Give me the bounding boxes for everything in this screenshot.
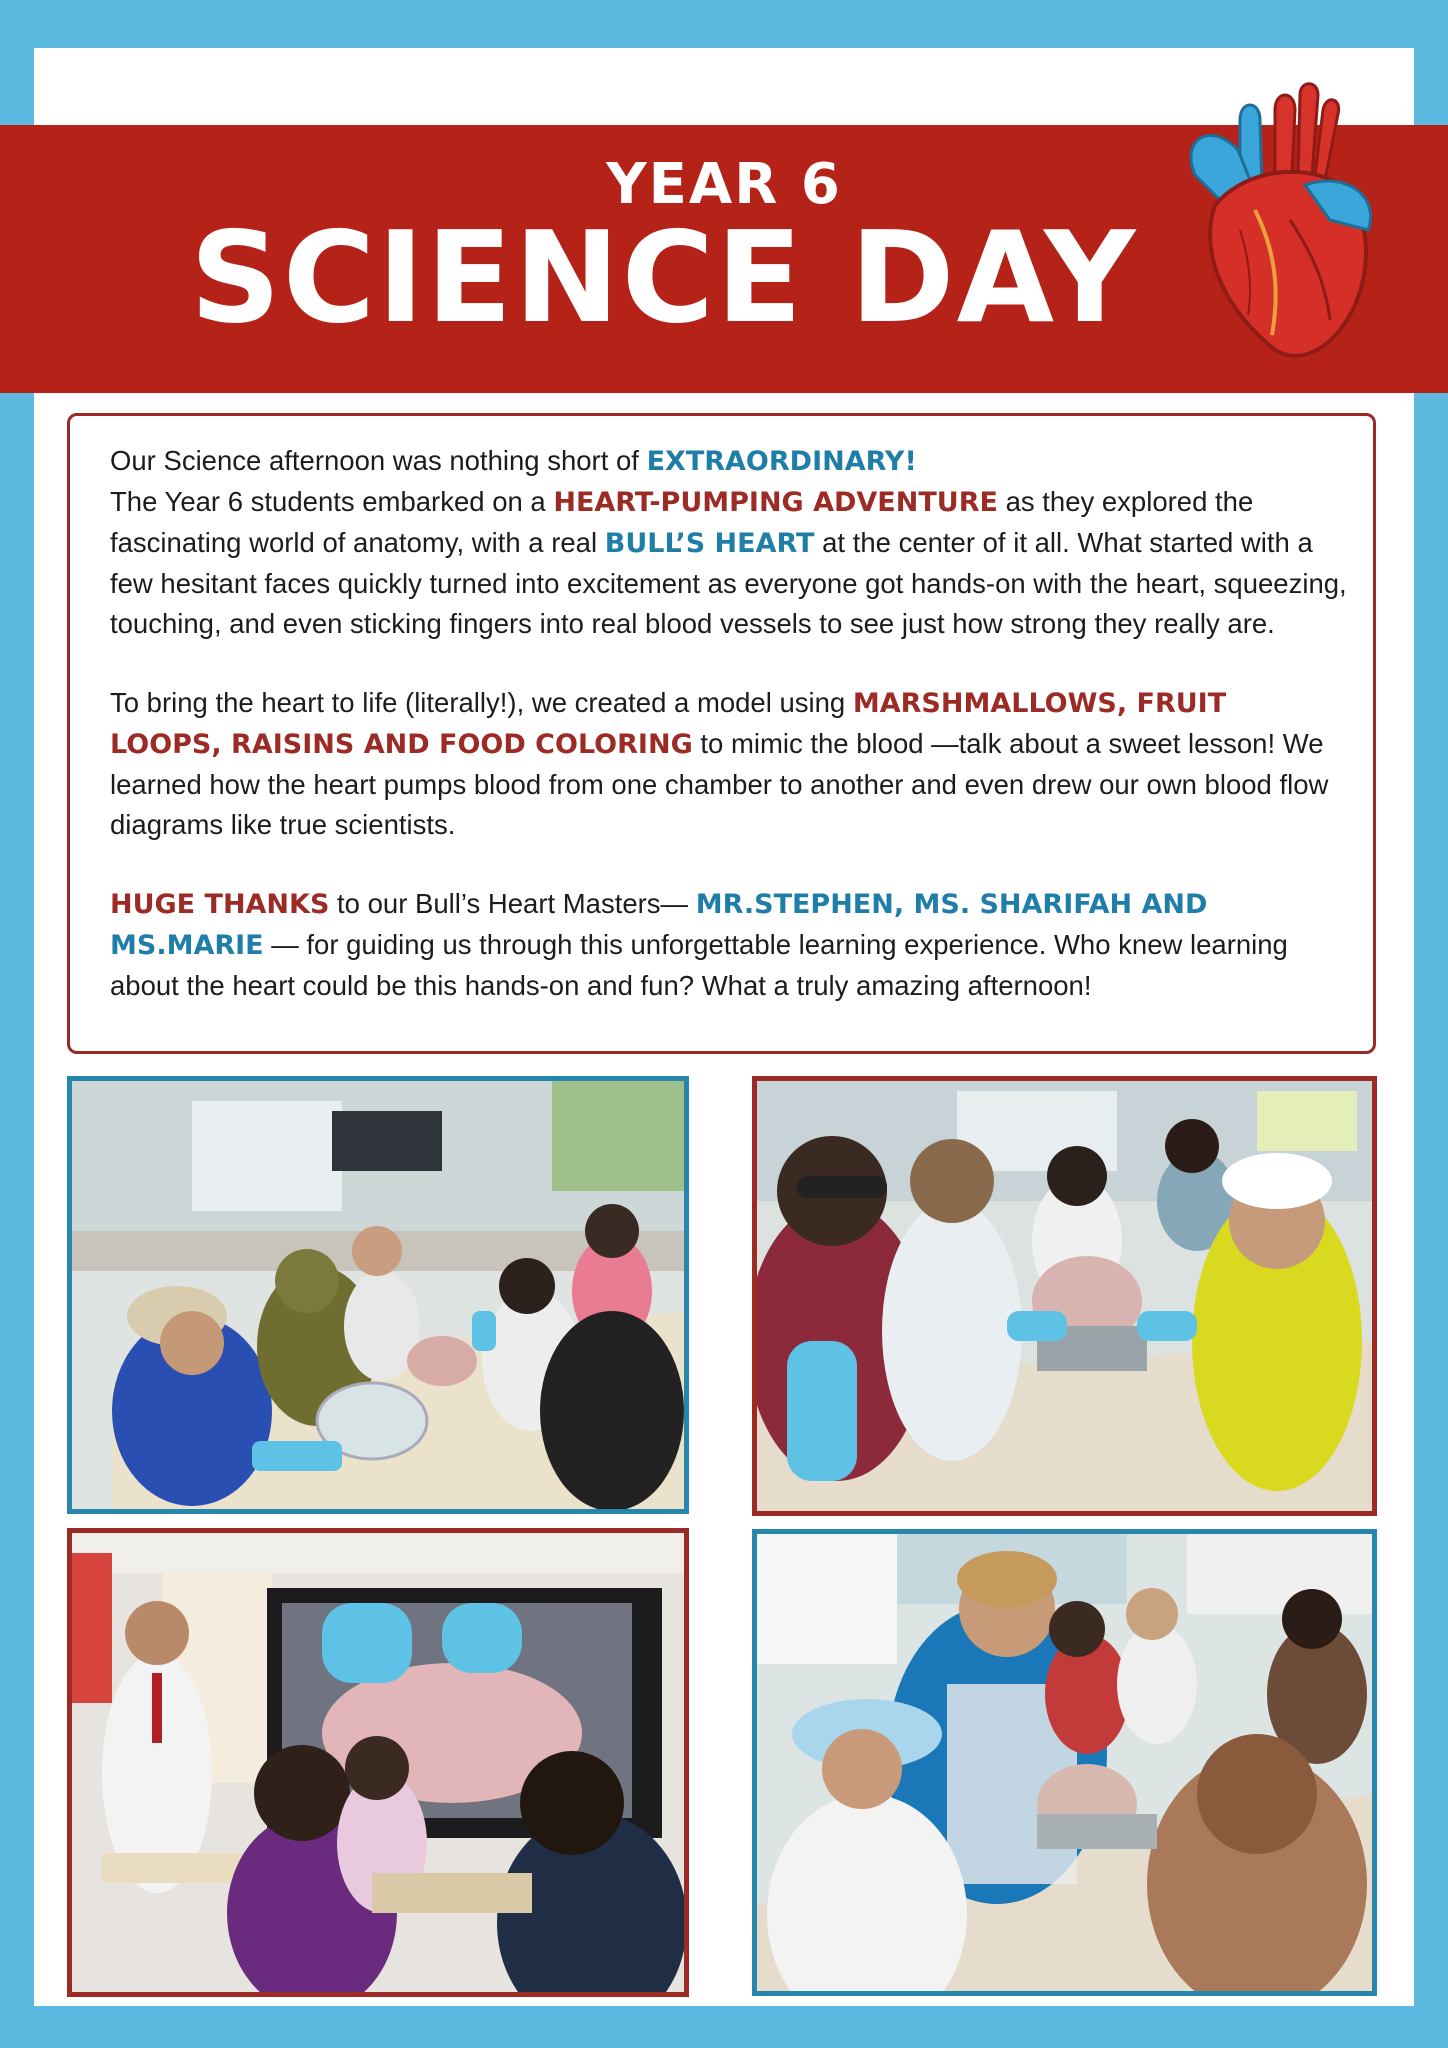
highlight-model-ingredients: MARSHMALLOWS, FRUIT LOOPS, RAISINS AND FOOD COLORING [110,688,1227,760]
highlight-extraordinary: EXTRAORDINARY! [646,446,917,477]
photo-students-dissection-1 [67,1076,689,1514]
highlight-teacher-names: MR.STEPHEN, MS. SHARIFAH AND MS.MARIE [110,889,1208,961]
article-paragraph-1: Our Science afternoon was nothing short of EXTRAORDINARY! The Year 6 students embarked on a HEART-PUMPING ADVENTURE as they explored the fascinating world of anatomy, with a real BULL’S HEART at the center of it all. What started with a few hesitant faces quickly turned into excitement as everyone got hands-on with the heart, squeezing, touching, and even sticking fingers into real blood vessels to see just how strong they really are. [110,445,1347,639]
year-label: YEAR 6 [606,152,842,217]
highlight-huge-thanks: HUGE THANKS [110,889,330,920]
highlight-heart-pumping-adventure: HEART-PUMPING ADVENTURE [553,487,998,518]
photo-teacher-with-students [752,1529,1377,1996]
article-paragraph-2: To bring the heart to life (literally!), we created a model using MARSHMALLOWS, FRUIT LOOPS, RAISINS AND FOOD COLORING to mimic the blood —talk about a sweet lesson! We learned how the heart pumps blood from one chamber to another and even drew our own blood flow diagrams like true scientists. [110,687,1329,840]
article-paragraph-3: HUGE THANKS to our Bull’s Heart Masters— MR.STEPHEN, MS. SHARIFAH AND MS.MARIE — for guiding us through this unforgettable learning experience. Who knew learning about the heart could be this hands-on and fun? What a truly amazing afternoon! [110,888,1288,1001]
photo-teacher-demonstration [67,1528,689,1997]
highlight-bulls-heart: BULL’S HEART [604,528,815,559]
page-title: SCIENCE DAY [190,204,1138,351]
article-text-box [67,413,1376,1054]
anatomical-heart-icon [1180,80,1380,370]
photo-students-dissection-2 [752,1076,1377,1516]
